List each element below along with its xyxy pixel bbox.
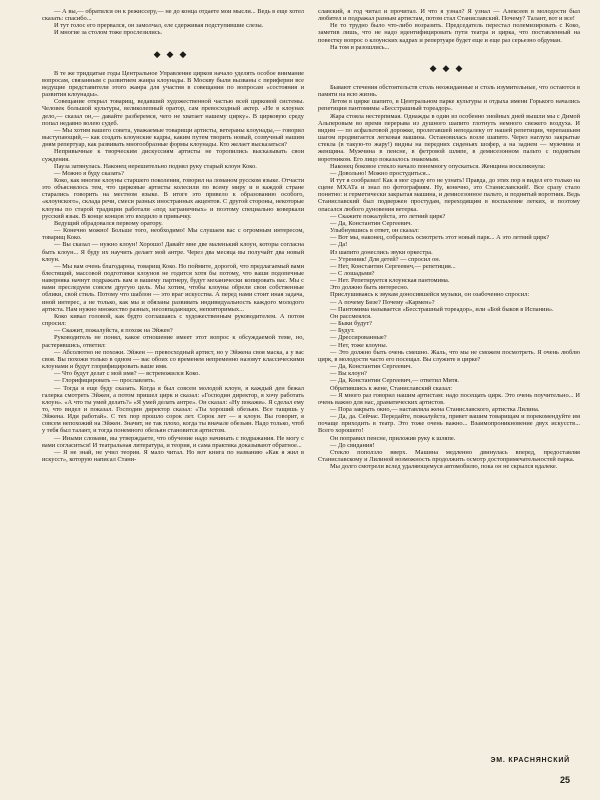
paragraph: Он поправил пенсне, приложив руку к шляпе. (330, 434, 456, 442)
paragraph: — Конечно можно! Больше того, необходимо! Мы слушаем вас с огромным интересом, товарищ Коко. (42, 227, 304, 242)
paragraph: — Быки будут? (330, 320, 372, 328)
section-divider-stars: ◆◆◆ (429, 62, 469, 73)
paragraph: И многие за столом тоже прослезились. (54, 29, 163, 37)
section-divider-stars: ◆◆◆ (153, 48, 193, 59)
left-column (42, 8, 304, 768)
paragraph: Наконец боковое стекло начало понемногу опускаться. Женщина воскликнула: (330, 162, 546, 170)
paragraph: Бывают стечения обстоятельств столь неожиданные и столь изумительные, что остаются в памяти на всю жизнь. (318, 83, 580, 99)
paragraph: — Нет. Репетируется клоунская пантомима. (330, 277, 450, 285)
paragraph: — Нет, тоже клоуны. (330, 341, 388, 349)
paragraph: — Довольно! Можно простудиться... (330, 169, 431, 177)
paragraph: — Да, Константин Сергеевич,— ответил Митя. (330, 377, 460, 385)
paragraph: — Вы клоун? (330, 370, 367, 378)
paragraph: славский, я год читал и прочитал. И что я узнал? Я узнал — Алексеев в молодости был любител и подражал разным артистам, потом стал Станиславский. Почему? Талант, вот и все! (318, 8, 580, 23)
paragraph: И тут голос его прервался, он замолчал, еле сдерживая подступившие слезы. (54, 22, 264, 30)
paragraph: Обратившись к жене, Станиславский сказал: (330, 384, 452, 392)
paragraph: — А вы,— обратился он к режиссеру,— не до конца отдаете мои мысли... Ведь в еще хотел сказать: спасибо... (42, 8, 304, 23)
paragraph: Он рассмеялся. (330, 312, 372, 320)
paragraph: — Я много раз говорил нашим артистам: надо посещать цирк. Это очень поучительно... И очень важно для нас, драматических артистов. (318, 391, 580, 406)
paragraph: Улыбнувшись в ответ, он сказал: (330, 227, 419, 235)
paragraph: Ведущий обрадовался первому оратору. (54, 219, 163, 227)
paragraph: Непривычные к творческим дискуссиям артисты не торопились высказывать свои суждения. (42, 148, 304, 163)
paragraph: — Вы сказал — нужно клоун! Хорошо! Давайт мне две маленький клоун, которы согласна быть клоун... Я буду их научить делает мой антре. Через два месяца вы получайт два новый клоун. (42, 241, 304, 263)
paragraph: — А почему Бизе? Почему «Кармен»? (330, 298, 435, 306)
paragraph: — Это должно быть очень смешно. Жаль, что мы не сможем посмотреть. Я очень люблю цирк, в молодости часто его посещал. Вы служите в цирке? (318, 348, 580, 363)
right-main-section (318, 84, 580, 470)
paragraph: Летом в цирке шапито, в Центральном парке культуры и отдыха имени Горького начались репетиции пантомимы «Бесстрашный тореадор». (318, 98, 580, 113)
paragraph: — Да! (330, 241, 348, 249)
paragraph: Коко кивал головой, как будто соглашаясь с художественным руководителем. А потом спросил: (42, 312, 304, 328)
paragraph: — Пантомима называется «Бесстрашный тореадор», или «Бой быков в Испании». (330, 305, 554, 313)
page-number: 25 (559, 775, 570, 785)
left-top-section (42, 8, 304, 37)
paragraph: Прислушиваясь к звукам доносившейся музыки, он озабоченно спросил: (330, 291, 530, 299)
paragraph: На том и разошлись... (330, 43, 390, 51)
paragraph: Коко, как многие клоуны старшего поколения, говорил на ломаном русском языке. Отчасти это объяснялось тем, что цирковые артисты колесили по всему миру и в каждой стране старались говорить на местном языке. В итоге это привело к образованию особого, «клоунского», склада речи, смеси разных иностранных акцентов. С другой стороны, некоторые клоуны по старой традиции работали «под заграничных» и поэтому специально коверкали русский язык. В конце концов это входило в привычку. (42, 176, 304, 220)
paragraph: — Что будут делат с мой имя? — встревожился Коко. (54, 370, 200, 378)
paragraph: — До свидания! (330, 441, 375, 449)
right-top-section (318, 8, 580, 51)
paragraph: — Глорифицировать — прославлять. (54, 377, 156, 385)
paragraph: — Абсолютно не похожи. Эйжен — превосходный артист, но у Эйжена своя маска, а у вас своя. Вы похожи только в одном — вас обоих со временем непременно назовут классическими клоунами и будут глорифицировать ваше имя. (42, 348, 304, 371)
paragraph: — Утренник! Для детей? — спросил он. (330, 255, 441, 263)
paragraph: — Я не знай, не учил теория. Я мало читал. Но вот книга по названию «Как я жил в искусст», которую написал Стани- (42, 448, 304, 464)
paragraph: — Иными словами, вы утверждаете, что обучение надо начинать с подражания. Не могу с вами согласиться! И театральная литература, и теория, и сама практика доказывают обратное... (42, 434, 304, 449)
paragraph: Стекло поползло вверх. Машина медленно двинулась вперед, предоставляя Станиславскому и Лилиной возможность продолжить осмотр достопримечательностей парка. (318, 448, 580, 464)
paragraph: Не то трудно было что-либо возразить. Председатель перестал полемизировать с Коко, заметив лишь, что не надо идентифицировать пути театра и цирка, что поставленный на повестку вопрос о клоунских кадрах и репертуаре будет еще и еще раз серьезно обдуман. (318, 22, 580, 44)
paragraph: — Да, да. Сейчас. Передайте, пожалуйста, привет вашим товарищам и порекомендуйте им почаще приходить в театр. Это тоже очень важно... Взаимопроникновение двух искусств... Всего хорошего! (318, 413, 580, 435)
right-column (318, 8, 580, 768)
paragraph: И тут я сообразил! Как я мог сразу его не узнать! Правда, до этих пор я видел его только на сцене МХАТа и знал по фотографиям. Ну, конечно, это Станиславский!. Все сразу стало понятно: и герметически закрытая машина, и демисезонное пальто, и поднятый воротник. Ведь Станиславский был подвержен простудам, переходящим в воспаление легких, и поэтому опасался любого дуновения ветерка. (318, 176, 580, 213)
paragraph: — С лошадьми? (330, 270, 375, 277)
paragraph: — Тогда я еще буду сказать. Когда я был совсем молодой клоун, я каждый ден бежал галерка смотреть Эйжен, а потом пришел цирк и сказал: «Господин директор, я хочу работать клоун». «А что ты умей делать?» «Я умей делать антре». Он сказал: «Ну покажи». Я сделал ему то, что видел и показал. Господин директор сказал: «Ты хороший обезьян. Все тащишь у Эйжена. Иди работай». С тех пор прошло сорок лет. Сорок лет — я клоун. Вы говорит, я совсем непохожий на Эйжен. Значит, не так плохо, когда ты вначале обезьян. Надо только, чтоб у тебя был талант, и тогда понемного обезьян становится артистом. (42, 384, 304, 435)
paragraph: Это должно быть интересно. (330, 284, 409, 292)
paragraph: — Да, Константин Сергеевич. (330, 219, 412, 227)
paragraph: — Нет, Константин Сергеевич,— репетиция... (330, 262, 456, 270)
paragraph: — Можно я буду сказать? (54, 169, 124, 177)
paragraph: — Да, Константин Сергеевич. (330, 363, 412, 371)
paragraph: — Пора закрыть окно,— наставляла жена Станиславского, артистка Лилина. (330, 405, 540, 413)
paragraph: — Скажите пожалуйста, это летний цирк? (330, 212, 446, 220)
paragraph: Руководитель не понял, какое отношение имеет этот вопрос к обсуждаемой теме, но, растерявшись, ответил: (42, 334, 304, 349)
left-main-section (42, 70, 304, 464)
paragraph: В те же тридцатые годы Центральное Управление цирков начало уделять особое внимание вопросам, связанным с развитием жанра клоунады. В Москву были вызваны с периферии все ведущие представители этого жанра для участия в совещании по вопросам «состояния и развития клоунады». (42, 69, 304, 99)
paragraph: Из шапито донеслись звуки оркестра. (330, 248, 433, 256)
paragraph: — Мы вам очень благодарны, товарищ Коко. Но поймите, дорогой, что предлагаемый вами блестящий, массовой подготовки клоунов не годится хотя бы потому, что ваши подопечные наверняка начнут подражать вам и вашему партнеру, будут механически копировать вас. Мы с вами преследуем совсем другую цель. Мы хотим, чтобы клоуны обрели свои собственные облики, свой стиль. Потому что шаблон — это враг искусства. А перед нами стоит иная задача, иной интерес, а не только, как мы и обязаны развивать индивидуальность каждого молодого артиста. Нам нужно множество разных, несовпадающих, неповторимых... (42, 262, 304, 313)
paragraph: — Мы хотим вашего совета, уважаемые товарищи артисты, ветераны клоунады,— говорил выступающий,— как создать клоунские кадры, каким путем творить новый, созвучный нашим дням репертуар, как развивать многообразные формы клоунады. Кто желает высказаться? (42, 126, 304, 149)
paragraph: — Вот мы, наконец, собрались осмотреть этот новый парк... А это летний цирк? (330, 234, 550, 242)
paragraph: Пауза затянулась. Наконец нерешительно поднял руку старый клоун Коко. (54, 162, 257, 170)
paragraph: Мы долго смотрели вслед удаляющемуся автомобилю, пока он не скрылся вдалеке. (330, 463, 558, 471)
paragraph: Жара стояла нестерпимая. Однажды в один из особенно знойных дней вышли мы с Димой Альперовым во время перерыва из душного шапито глотнуть немного свежего воздуха. И видим — по асфальтовой дорожке, пролегавшей неподалеку от нашей репетиции, черепашьим шагом продвигается легковая машина. Остановилась возле шапито. Через наглухо закрытые стекла (в такую-то жару!) видны на передних сиденьях шофер, а на заднем — мужчина и женщина. Мужчина в пенсне, в фетровой шляпе, в демисезонном пальто с поднятым воротником. Его лицо показалось знакомым. (318, 112, 580, 163)
paragraph: — Дрессированные? (330, 334, 387, 342)
paragraph: — Будут. (330, 327, 355, 335)
paragraph: Совещание открыл товарищ, ведавший художественной частью всей цирковой системы. Человек большой культуры, великолепный оратор, сам превосходный актер. «Не в клоунах дело,— сказал он,— давайте разберемся, чего не хватает нашему цирку». В цирковую среду попал недавно волею судеб. (42, 98, 304, 127)
paragraph: — Скажит, пожалуйста, я похож на Эйжен? (54, 327, 173, 335)
author-signature: ЭМ. КРАСНЯНСКИЙ (490, 757, 570, 764)
